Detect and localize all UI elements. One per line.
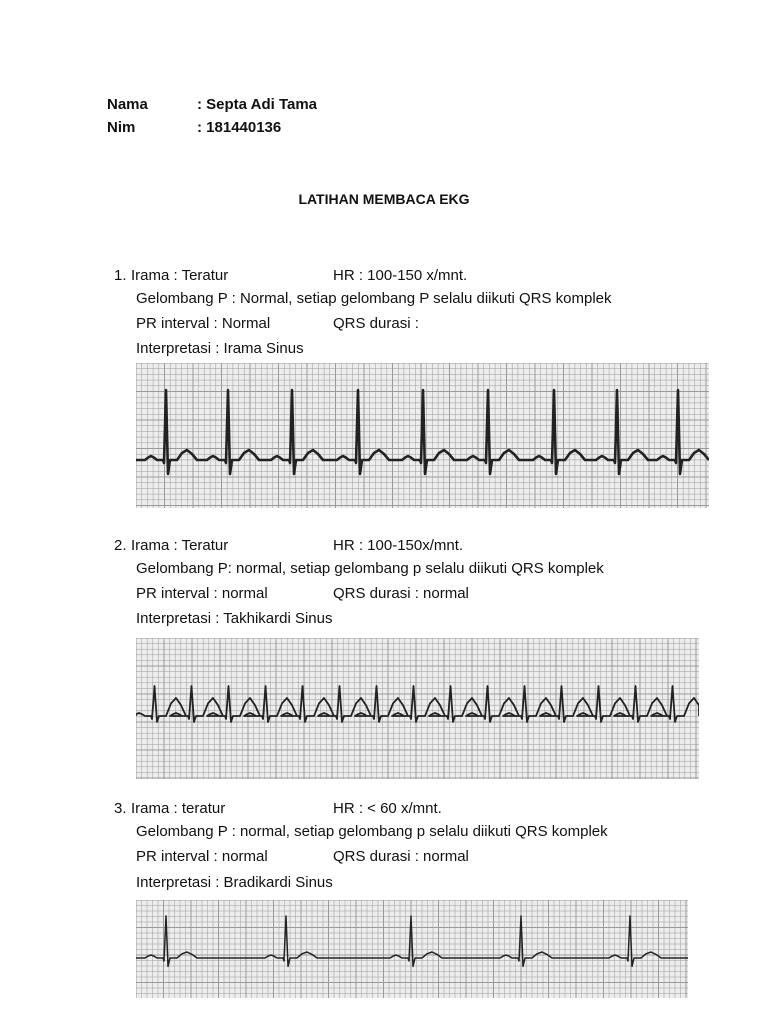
qrs-duration-text: QRS durasi : normal <box>333 848 469 865</box>
irama-text: Irama : Teratur <box>131 537 229 554</box>
interpretasi-text: Interpretasi : Irama Sinus <box>136 340 304 357</box>
gelombang-text: Gelombang P : normal, setiap gelombang p selalu diikuti QRS komplek <box>136 823 608 840</box>
nim-value: : 181440136 <box>197 119 282 136</box>
nim-label: Nim <box>107 119 136 136</box>
qrs-duration-text: QRS durasi : <box>333 315 419 332</box>
item-number: 3. <box>114 800 127 817</box>
hr-text: HR : 100-150x/mnt. <box>333 537 464 554</box>
pr-interval-text: PR interval : normal <box>136 585 268 602</box>
pr-interval-text: PR interval : normal <box>136 848 268 865</box>
hr-text: HR : 100-150 x/mnt. <box>333 267 468 284</box>
interpretasi-text: Interpretasi : Bradikardi Sinus <box>136 874 333 891</box>
item-number: 1. <box>114 267 127 284</box>
ecg-tracing <box>136 900 688 998</box>
irama-text: Irama : Teratur <box>131 267 229 284</box>
gelombang-text: Gelombang P : Normal, setiap gelombang P selalu diikuti QRS komplek <box>136 290 612 307</box>
ecg-strip-1 <box>136 363 709 508</box>
ecg-tracing <box>136 363 709 508</box>
item-number: 2. <box>114 537 127 554</box>
name-label: Nama <box>107 96 148 113</box>
ecg-strip-2 <box>136 638 699 779</box>
ecg-tracing <box>136 638 699 779</box>
name-value: : Septa Adi Tama <box>197 96 318 113</box>
interpretasi-text: Interpretasi : Takhikardi Sinus <box>136 610 333 627</box>
ecg-strip-3 <box>136 900 688 998</box>
irama-text: Irama : teratur <box>131 800 226 817</box>
gelombang-text: Gelombang P: normal, setiap gelombang p selalu diikuti QRS komplek <box>136 560 604 577</box>
qrs-duration-text: QRS durasi : normal <box>333 585 469 602</box>
page-title: LATIHAN MEMBACA EKG <box>298 191 470 207</box>
hr-text: HR : < 60 x/mnt. <box>333 800 442 817</box>
pr-interval-text: PR interval : Normal <box>136 315 271 332</box>
